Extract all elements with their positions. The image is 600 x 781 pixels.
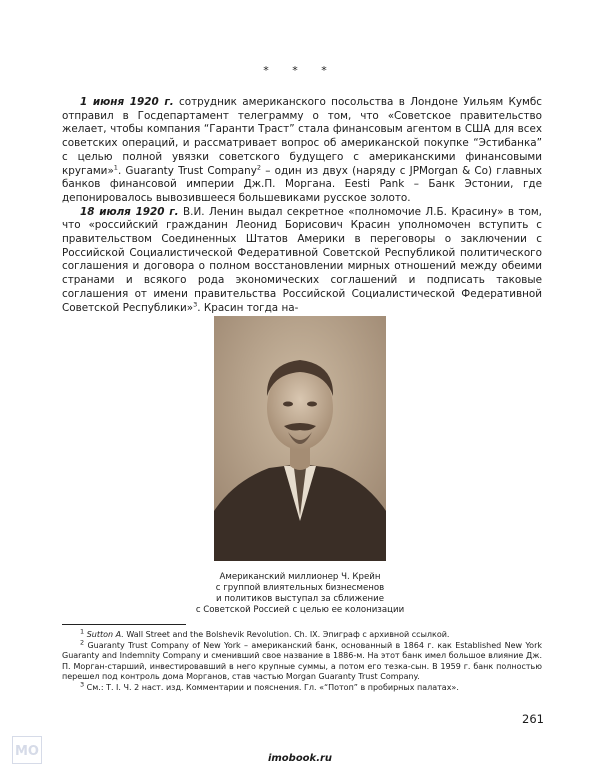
paragraph-text: В.И. Ленин выдал секретное «полномочие Л.Б. Красину» в том, что «российский гражданин Леонид Борисович Красин уполномочен вступить с правительством Соединенных Штатов Америки в переговоры о заключении с Российской Социалистической Федеративной Советской Республикой политического соглашения и договора о полном восстановлении мирных отношений между обеими странами и всякого рода экономических соглашений и подписать таковые соглашения от имени правительства Российской Социалистической Федеративной Советской Республики»: [62, 205, 542, 314]
main-text: [62, 96, 542, 315]
caption-line: с Советской Россией с целью ее колонизации: [195, 605, 405, 615]
footnotes: [62, 627, 542, 694]
footnote-number: 1: [80, 627, 85, 636]
footnote-author: Sutton A.: [86, 630, 124, 639]
paragraph-text: . Красин тогда на-: [197, 301, 299, 314]
footnote-text: См.: Т. I. Ч. 2 наст. изд. Комментарии и пояснения. Гл. «“Потоп” в пробирных палатах».: [84, 682, 459, 692]
page-number: 261: [522, 712, 544, 726]
footnote-1: [62, 627, 542, 641]
footnote-3: [62, 680, 542, 694]
footnote-text: Wall Street and the Bolshevik Revolution. Ch. IX. Эпиграф с архивной ссылкой.: [123, 630, 450, 639]
footnote-ref[interactable]: 1: [113, 163, 118, 172]
footnote-ref[interactable]: 3: [193, 300, 198, 309]
paragraph-text: сотрудник американского посольства в Лондоне Уильям Кумбс отправил в Госдепартамент телеграмму о том, что «Советское правительство желает, чтобы компания “Гаранти Траст” стала финансовым агентом в США для всех советских операций, и рассматривает вопрос об американской покупке “Эстибанка” с целью полной увязки советского будущего с американскими финансовыми кругами»: [62, 96, 542, 177]
portrait-photo: [214, 316, 386, 561]
caption-line: и политиков выступал за сближение: [215, 594, 385, 604]
paragraph-june-1920: [62, 96, 542, 206]
watermark-text: МО: [15, 744, 39, 759]
caption-line: с группой влиятельных бизнесменов: [215, 583, 385, 593]
footnote-ref[interactable]: 2: [256, 163, 262, 172]
paragraph-date: 18 июля 1920 г.: [80, 205, 179, 218]
footnote-2: [62, 637, 542, 683]
photo-caption: [150, 572, 450, 616]
footnote-number: 3: [80, 680, 85, 689]
paragraph-date: 1 июня 1920 г.: [80, 96, 174, 108]
section-break: * * *: [263, 64, 337, 77]
caption-line: Американский миллионер Ч. Крейн: [219, 572, 381, 582]
paragraph-text: – один из двух (наряду с JPMorgan & Co) главных банков финансовой империи Дж.П. Моргана. Eesti Pank – Банк Эстонии, где депонировалось вывозившееся большевиками русское золото.: [62, 164, 542, 204]
footnote-number: 2: [80, 637, 85, 646]
footnote-text: Guaranty Trust Company of New York – американский банк, основанный в 1864 г. как Established New York Guaranty and Indemnity Company и сменивший свое название в 1886-м. На этот банк имел большое влияние Дж. П. Морган-старший, инвестировавший в него крупные суммы, а потом его тезка-сын. В 1959 г. банк полностью перешел под контроль дома Морганов, став частью Morgan Guaranty Trust Company.: [62, 640, 542, 682]
footnote-divider: [62, 624, 186, 625]
paragraph-july-1920: [62, 206, 542, 316]
site-link[interactable]: imobook.ru: [267, 753, 333, 764]
paragraph-text: . Guaranty Trust Company: [117, 164, 257, 177]
